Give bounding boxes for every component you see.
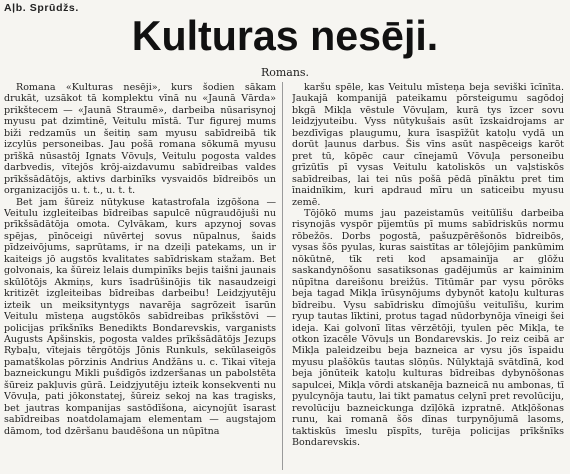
paragraph: Tōjōkō mums jau pazeistamūs veitūlīšu darbeiba risynojās vyspōr pījemtūs pī mums sabīdriskūs normu rōbežōs. Dorbs pogostā, pašuzpērēšonōs bīdreibōs, vysas šōs pyulas, kuras saistītas ar tōlejōjim pankūmim nōkūtnē, tīk reti kod apsamainīja ar glōžu saskandynōšonu sasatiksonas gadējumūs ar kaiminim nūpītna dareišonu breižūs. Tītūmār par vysu pōrōks beja tagad Mikļa īrūsynōjums dybynōt katoļu kulturas bīdreibu. Vysu sabīdrisku dīmojūšu veitulīšu, kurim ryup tautas līktini, protus tagad nūdorbynōja vīneigi šei ideja. Kai golvonī lītas vērzētōji, tyulen pēc Mikļa, te otkon īzacēle Vōvuļs un Bondarevskis. Jo reiz ceibā ar Mikļa paleidzeibu beja bazneica ar vysu jōs īspaidu myusu plašōkūs tautas slōņūs. Nūlyktajā svātdīnā, kod beja jōnūteik katoļu kulturas bīdreibas dybynōšonas sapulcei, Mikļa vōrdi atskanēja bazneicā nu ambonas, tī pyulcynōja tautu, lai tikt pamatus celynī pret revolūciju, revolūciju bazneickunga dzīļōkā izpratnē. Atkļōšonas runu, kai romanā šōs dīnas turpynōjumā lasoms, taktiskūs īmeslu pīspīts, turēja policijas prīkšnīks Bondarevskis. [292,207,564,449]
headline-title: Kulturas nesēji. [131,12,439,59]
author-name: Aļb. Sprūdžs. [4,2,79,14]
right-text-column [292,82,564,472]
paragraph: Bet jam šūreiz nūtykuse katastrofala izgōšona — Veitulu izgleiteibas bīdreibas sapulcē nūgraudōjuši nu prīkšsādātōja omota. Cylvākam, kurs apzynoj sovas spējas, pīnōceigi nūvērtej sovus nūpalnus, šaids pīdzeivōjums, saprūtams, ir na dzeiļi patekams, un ir kaiteigs jō augstōs kvalitates sabīdriskam stažam. Bet golvonais, ka šūreiz lelais dumpinīks bejis taišni jaunais skūlōtōjs Akmiņs, kurs īsadrūšinōjis tik nasaudzeigi kritizēt izgleiteibas bīdreibas darbeibu! Leidzjyutēju izteik un meiksityntygs navarēja sagrōzeit īsarūn Veitulu mīsteņa augstōkōs sabīdreibas prīkšstōvi — policijas prīkšnīks Benedikts Bondarevskis, varganists Augusts Apšinskis, pogosta valdes prīkšsādātōjs Jezups Rybaļu, vītejais tērgōtōjs Jōnis Runkuls, sekūlaseigōs pamatškolas pōrzinis Andrius Andžāns u. c. Tikai vīteja bazneickungu Mikli pušdīgōs izdzeršanas un pabolstēta šūreiz pakļuvis gūrā. Leidzjyutēju izteik konsekventi nu Vōvuļa, pati jōkonstatej, šūreiz sekoj na kas tragisks, bet jautras kompanijas sastōdīšona, aicynojūt īsarast sabīdreibas noatdolamajam elementam — augstajom dāmom, tod dzēršanu baudēšona un nūpītna [4,196,276,437]
paragraph: karšu spēle, kas Veitulu mīsteņa beja seviški īcīnīta. Jaukajā kompanijā pateikamu pōrsteigumu sagōdoj bkgā Mikļa vēstule Vōvuļam, kurā tys īzcer sovu leidzjyuteibu. Vyss nūtykušais asūt īzskaidrojams ar bezdīvīgas plaugumu, kura īsaspīžūt katoļu vydā un dorūt ļaunus darbus. Šis vīns asūt naspēceigs karōt pret tū, kōpēc caur cīnejamū Vōvuļa personeibu grīzūtīs pī vysas Veitulu katoliskōs un vaļstiskōs sabīdreibas, lai tei nūs pošā pēdā pīnāktu pret tim īnaidnīkim, kuri apdraud mīru un saticeibu myusu zemē. [292,82,564,208]
paragraph: Romana «Kulturas nesēji», kurs šodien sākam drukāt, uzsākot tā komplektu vīnā nu «Jaunā Vārda» prikštecem — «Jaunā Straumē», darbeiba nūsarisynoj myusu pat dzimtinē, Veitulu mīstā. Tur figurej mums biži redzamūs un šeitiņ sam myusu sabīdreibā tik izcylūs personeibas. Jau pošā romana sōkumā myusu prīškā nūsastōj Ignats Vōvuļs, Veitulu pogosta valdes darbvedis, vītejōs krōj-aizdavumu sabīdreibas valdes prīkšsādātōjs, aktivs darbinīks vysvaidōs bīdreibōs un organizacijōs u. t. t., u. t. t. [4,82,276,197]
column-divider [282,82,283,470]
genre-label: Romans. [260,66,310,79]
left-text-column [4,82,276,472]
